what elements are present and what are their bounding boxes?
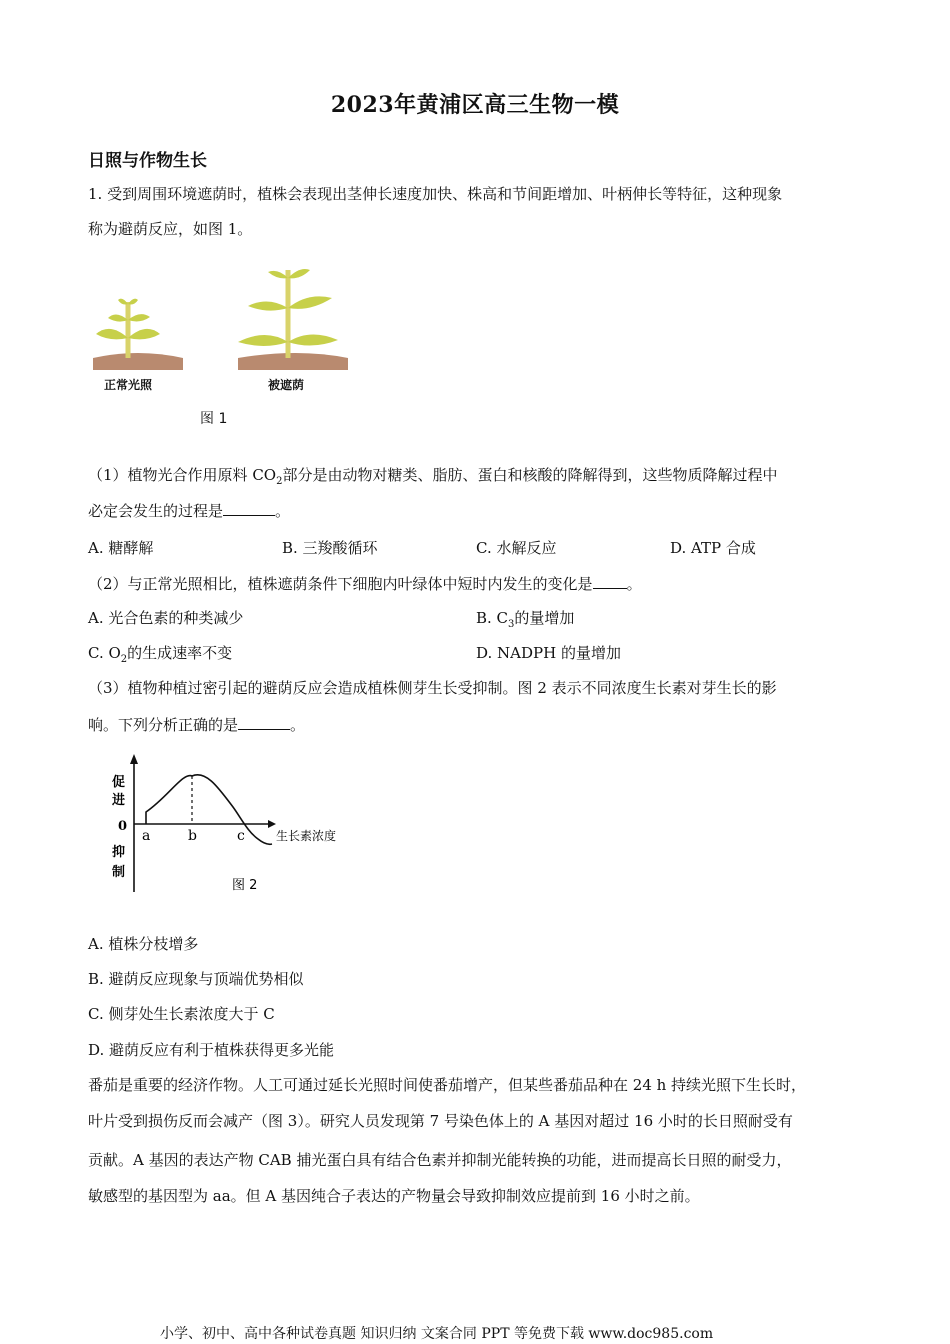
figure-1-label-right: 被遮荫 — [268, 378, 305, 392]
q1-p3-line2-text: 响。下列分析正确的是 — [88, 716, 239, 734]
figure-1 — [88, 262, 358, 432]
point-b: b — [188, 828, 197, 844]
shaded-plant-icon — [238, 269, 338, 358]
figure-1-label-left: 正常光照 — [104, 378, 153, 392]
q1-p1-line2 — [88, 500, 290, 521]
x-axis-label: 生长素浓度 — [276, 829, 337, 843]
figure-1-caption: 图 1 — [200, 411, 228, 427]
q1-p3-line2-end: 。 — [290, 716, 306, 734]
x-axis-arrow — [268, 820, 276, 828]
label-promote-2: 进 — [112, 793, 126, 808]
figure-2-caption: 图 2 — [232, 878, 258, 893]
q1-stem-line2: 称为避荫反应，如图 1。 — [88, 220, 253, 238]
q1-p3-option-a: A. 植株分枝增多 — [88, 935, 199, 953]
q1-p2-option-c-pre: C. O — [88, 644, 121, 662]
q1-p1-line2-end: 。 — [275, 502, 291, 520]
page-footer: 小学、初中、高中各种试卷真题 知识归纳 文案合同 PPT 等免费下载 www.doc985.com — [160, 1326, 714, 1342]
q1-p2-option-c-post: 的生成速率不变 — [127, 644, 233, 662]
q1-p1-line1-post: 部分是由动物对糖类、脂肪、蛋白和核酸的降解得到，这些物质降解过程中 — [282, 466, 778, 484]
normal-plant-icon — [96, 299, 160, 358]
label-inhibit-1: 抑 — [112, 845, 126, 860]
passage-line-3: 贡献。A 基因的表达产物 CAB 捕光蛋白具有结合色素并抑制光能转换的功能，进而提高长日照的耐受力， — [88, 1151, 792, 1169]
q1-p3-option-c: C. 侧芽处生长素浓度大于 C — [88, 1005, 275, 1023]
q1-stem-line1: 1. 受到周围环境遮荫时，植株会表现出茎伸长速度加快、株高和节间距增加、叶柄伸长等特征，这种现象 — [88, 185, 783, 203]
answer-blank — [238, 715, 290, 730]
q1-p3-option-b: B. 避荫反应现象与顶端优势相似 — [88, 970, 304, 988]
q1-p2-option-b-sub: 3 — [508, 619, 515, 630]
passage-line-1: 番茄是重要的经济作物。人工可通过延长光照时间使番茄增产，但某些番茄品种在 24 h 持续光照下生长时， — [88, 1076, 807, 1094]
q1-p3-line2 — [88, 714, 305, 735]
point-a: a — [142, 828, 151, 844]
q1-p1-line2-text: 必定会发生的过程是 — [88, 502, 224, 520]
passage-line-2: 叶片受到损伤反而会减产（图 3）。研究人员发现第 7 号染色体上的 A 基因对超过 16 小时的长日照耐受有 — [88, 1112, 793, 1130]
label-inhibit-2: 制 — [112, 865, 126, 880]
figure-2 — [108, 752, 368, 902]
figure-1-illustration — [88, 262, 358, 432]
q1-p2-stem-end: 。 — [626, 575, 642, 593]
label-promote-1: 促 — [112, 775, 126, 790]
q1-p2-option-d: D. NADPH 的量增加 — [476, 644, 621, 662]
page-title: 2023年黄浦区高三生物一模 — [330, 92, 620, 118]
q1-p2-stem-text: （2）与正常光照相比，植株遮荫条件下细胞内叶绿体中短时内发生的变化是 — [88, 575, 593, 593]
q1-p2-option-b-post: 的量增加 — [514, 609, 575, 627]
q1-p3-line1: （3）植物种植过密引起的避荫反应会造成植株侧芽生长受抑制。图 2 表示不同浓度生长素对芽生长的影 — [88, 679, 777, 697]
q1-p2-option-b — [476, 607, 574, 630]
label-zero: 0 — [118, 819, 128, 834]
q1-p1-line1-pre: （1）植物光合作用原料 CO — [88, 466, 277, 484]
growth-curve — [146, 775, 272, 844]
q1-p3-option-d: D. 避荫反应有利于植株获得更多光能 — [88, 1041, 335, 1059]
q1-p1-option-a: A. 糖酵解 — [88, 539, 154, 557]
q1-p2-option-c-sub: 2 — [120, 654, 128, 665]
q1-p2-option-a: A. 光合色素的种类减少 — [88, 609, 244, 627]
q1-p1-option-b: B. 三羧酸循环 — [282, 539, 378, 557]
y-axis-arrow — [130, 754, 138, 764]
q1-p2-option-c — [88, 642, 232, 665]
answer-blank — [223, 501, 275, 516]
q1-p1-option-c: C. 水解反应 — [476, 539, 557, 557]
q1-p1-line1-sub: 2 — [276, 476, 283, 487]
q1-p2-option-b-pre: B. C — [476, 609, 509, 627]
passage-line-4: 敏感型的基因型为 aa。但 A 基因纯合子表达的产物量会导致抑制效应提前到 16 小时之前。 — [88, 1187, 700, 1205]
section-heading: 日照与作物生长 — [88, 151, 207, 171]
q1-p1-option-d: D. ATP 合成 — [670, 539, 756, 557]
point-c: c — [237, 828, 245, 844]
soil-left — [93, 353, 183, 370]
q1-p2-stem — [88, 573, 642, 594]
soil-right — [238, 353, 348, 370]
answer-blank — [593, 574, 627, 589]
figure-2-graph — [108, 752, 368, 902]
q1-p1-line1 — [88, 464, 777, 487]
